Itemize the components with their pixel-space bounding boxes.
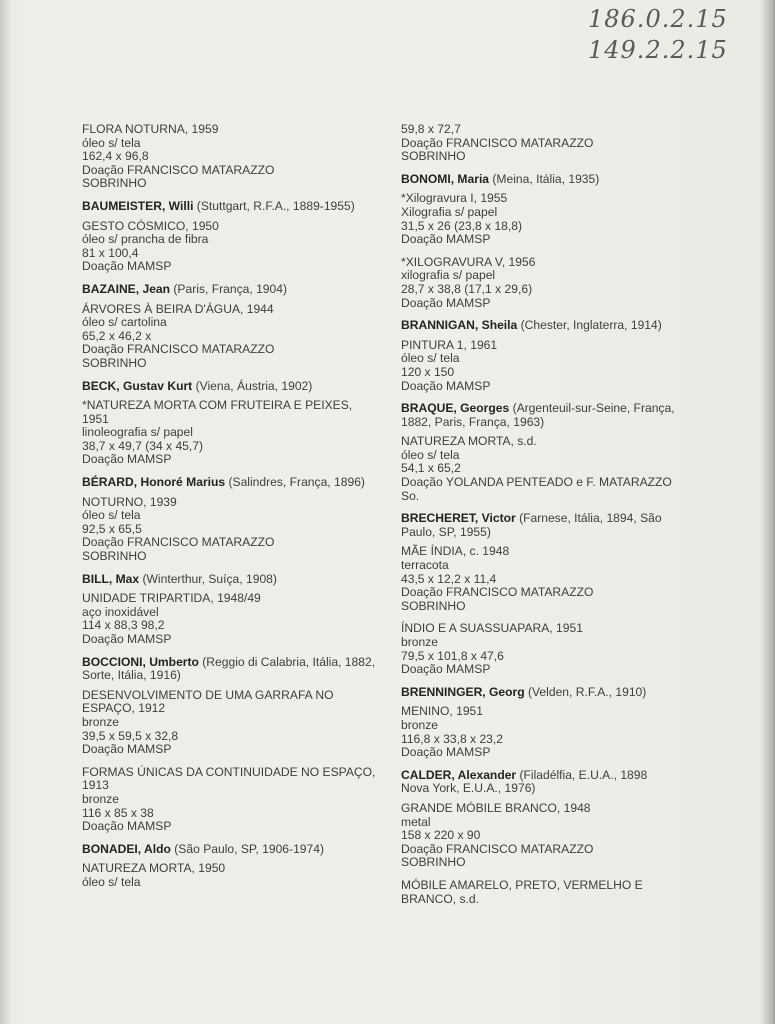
- artwork-title: MÃE ÍNDIA, c. 1948: [401, 544, 510, 559]
- artist-name: BRENNINGER, Georg: [401, 684, 525, 699]
- artist-birth-info: (Farnese, Itália, 1894, São Paulo, SP, 1955): [401, 511, 662, 539]
- artwork-entry: [82, 399, 382, 467]
- artwork-detail: SOBRINHO: [401, 855, 466, 870]
- artwork-title: ÍNDIO E A SUASSUAPARA, 1951: [401, 621, 583, 636]
- artwork-detail: 120 x 150: [401, 364, 455, 379]
- artwork-detail: linoleografia s/ papel: [82, 425, 193, 440]
- artwork-detail: 79,5 x 101,8 x 47,6: [401, 648, 504, 663]
- artist-birth-info: (Argenteuil-sur-Seine, França, 1882, Paris, França, 1963): [401, 401, 675, 429]
- artist-name: BONOMI, Maria: [401, 171, 490, 186]
- artwork-detail: 162,4 x 96,8: [82, 149, 149, 164]
- artist-name: BAUMEISTER, Willi: [82, 198, 194, 213]
- artwork-entry: [82, 592, 382, 646]
- artist-birth-info: (Reggio di Calabria, Itália, 1882, Sorte, Itália, 1916): [82, 654, 376, 683]
- artwork-detail: 65,2 x 46,2 x: [82, 328, 152, 343]
- artwork-detail: 43,5 x 12,2 x 11,4: [401, 571, 497, 586]
- artwork-detail: óleo s/ tela: [82, 874, 141, 889]
- artist-birth-info: (Winterthur, Suíça, 1908): [139, 571, 277, 586]
- artwork-detail: bronze: [401, 717, 438, 732]
- artwork-detail: Doação MAMSP: [82, 632, 172, 646]
- page-right-edge: [761, 0, 775, 1024]
- artwork-detail: Doação MAMSP: [82, 452, 172, 467]
- artwork-title: *XILOGRAVURA V, 1956: [401, 254, 536, 269]
- artist-heading: [401, 512, 676, 539]
- artwork-entry: [401, 123, 676, 164]
- artwork-entry: [82, 862, 382, 889]
- artwork-detail: SOBRINHO: [401, 149, 466, 164]
- artist-heading: [82, 200, 382, 214]
- artwork-detail: 39,5 x 59,5 x 32,8: [82, 728, 179, 743]
- artist-heading: [82, 573, 382, 587]
- artwork-detail: óleo s/ tela: [401, 447, 460, 462]
- artwork-detail: SOBRINHO: [82, 176, 147, 191]
- artwork-detail: 54,1 x 65,2: [401, 461, 461, 476]
- artwork-detail: Doação FRANCISCO MATARAZZO: [401, 135, 594, 150]
- artwork-title: 59,8 x 72,7: [401, 122, 461, 136]
- artwork-detail: óleo s/ prancha de fibra: [82, 232, 209, 247]
- artwork-detail: óleo s/ tela: [82, 135, 141, 150]
- artwork-title: PINTURA 1, 1961: [401, 337, 498, 352]
- page-left-edge: [0, 0, 10, 1024]
- artwork-title: NATUREZA MORTA, s.d.: [401, 434, 537, 449]
- artwork-detail: 116 x 85 x 38: [82, 805, 154, 820]
- artist-name: BOCCIONI, Umberto: [82, 654, 199, 669]
- artwork-detail: Doação MAMSP: [82, 819, 172, 834]
- artwork-title: FLORA NOTURNA, 1959: [82, 122, 219, 136]
- artwork-detail: bronze: [82, 714, 119, 729]
- artwork-detail: Xilografia s/ papel: [401, 204, 498, 219]
- artwork-entry: [82, 303, 382, 371]
- artist-heading: [401, 769, 676, 796]
- artwork-detail: óleo s/ cartolina: [82, 315, 167, 330]
- right-column: [401, 123, 676, 915]
- artwork-detail: Doação FRANCISCO MATARAZZO: [82, 162, 275, 177]
- artist-birth-info: (Velden, R.F.A., 1910): [524, 684, 647, 699]
- artist-name: BECK, Gustav Kurt: [82, 378, 193, 393]
- artist-name: BRANNIGAN, Sheila: [401, 318, 518, 333]
- artwork-entry: [401, 622, 676, 676]
- artist-heading: [401, 319, 676, 333]
- artwork-entry: [82, 496, 382, 564]
- artwork-detail: Doação FRANCISCO MATARAZZO: [401, 841, 594, 856]
- left-column: [82, 123, 382, 899]
- artwork-detail: 31,5 x 26 (23,8 x 18,8): [401, 218, 523, 233]
- artwork-detail: SOBRINHO: [82, 549, 147, 564]
- artist-name: BILL, Max: [82, 571, 140, 586]
- artist-heading: [401, 173, 676, 187]
- handwritten-line: 149.2.2.15: [588, 36, 728, 64]
- artwork-detail: Doação MAMSP: [401, 295, 491, 310]
- artwork-entry: [401, 339, 676, 393]
- artwork-detail: 92,5 x 65,5: [82, 521, 142, 536]
- artwork-detail: 38,7 x 49,7 (34 x 45,7): [82, 438, 204, 453]
- artist-name: BRECHERET, Victor: [401, 511, 516, 526]
- artist-heading: [82, 476, 382, 490]
- artwork-title: UNIDADE TRIPARTIDA, 1948/49: [82, 591, 261, 606]
- artist-heading: [82, 283, 382, 297]
- artist-heading: [401, 402, 676, 429]
- artwork-detail: 158 x 220 x 90: [401, 828, 481, 843]
- artwork-detail: Doação YOLANDA PENTEADO e F. MATARAZZO So.: [401, 475, 672, 503]
- artwork-detail: Doação MAMSP: [401, 232, 491, 247]
- artwork-title: MÓBILE AMARELO, PRETO, VERMELHO E BRANCO, s.d.: [401, 877, 643, 906]
- artist-name: BONADEI, Aldo: [82, 841, 171, 856]
- artwork-detail: Doação MAMSP: [401, 378, 491, 393]
- artwork-detail: 116,8 x 33,8 x 23,2: [401, 731, 503, 746]
- artwork-entry: [401, 435, 676, 503]
- artwork-detail: bronze: [82, 791, 119, 806]
- artwork-detail: Doação FRANCISCO MATARAZZO: [82, 535, 275, 550]
- artwork-detail: SOBRINHO: [82, 355, 147, 370]
- handwritten-annotation: [588, 4, 748, 66]
- artist-birth-info: (Meina, Itália, 1935): [489, 171, 600, 186]
- artwork-entry: [401, 879, 676, 906]
- artist-birth-info: (São Paulo, SP, 1906-1974): [170, 841, 324, 856]
- artwork-detail: Doação MAMSP: [401, 662, 491, 677]
- artwork-title: *NATUREZA MORTA COM FRUTEIRA E PEIXES, 1951: [82, 398, 353, 426]
- artist-heading: [82, 380, 382, 394]
- artwork-entry: [401, 192, 676, 246]
- artwork-detail: óleo s/ tela: [401, 351, 460, 366]
- artwork-title: NOTURNO, 1939: [82, 494, 177, 509]
- handwritten-line: 186.0.2.15: [588, 5, 728, 33]
- artwork-title: NATUREZA MORTA, 1950: [82, 861, 226, 876]
- artwork-entry: [82, 220, 382, 274]
- artwork-entry: [401, 705, 676, 759]
- artwork-detail: metal: [401, 814, 431, 829]
- artist-name: CALDER, Alexander: [401, 767, 517, 782]
- artwork-detail: Doação MAMSP: [401, 745, 491, 760]
- artwork-detail: Doação FRANCISCO MATARAZZO: [401, 585, 594, 600]
- artwork-detail: bronze: [401, 635, 438, 649]
- artist-name: BAZAINE, Jean: [82, 281, 171, 296]
- artwork-entry: [401, 545, 676, 613]
- artwork-entry: [82, 123, 382, 191]
- artwork-detail: Doação FRANCISCO MATARAZZO: [82, 342, 275, 357]
- artist-birth-info: (Stuttgart, R.F.A., 1889-1955): [193, 198, 355, 213]
- artwork-detail: terracota: [401, 558, 449, 573]
- artwork-entry: [401, 802, 676, 870]
- artwork-title: *Xilogravura I, 1955: [401, 191, 508, 206]
- artwork-entry: [82, 689, 382, 757]
- artwork-entry: [401, 256, 676, 310]
- artwork-detail: xilografia s/ papel: [401, 268, 496, 283]
- artwork-title: DESENVOLVIMENTO DE UMA GARRAFA NO ESPAÇO, 1912: [82, 687, 334, 716]
- artwork-detail: SOBRINHO: [401, 598, 466, 613]
- artist-heading: [82, 656, 382, 683]
- artwork-title: GRANDE MÓBILE BRANCO, 1948: [401, 800, 591, 815]
- artwork-detail: 81 x 100,4: [82, 245, 139, 260]
- artwork-detail: Doação MAMSP: [82, 742, 172, 757]
- artwork-detail: 114 x 88,3 98,2: [82, 618, 165, 633]
- artwork-detail: óleo s/ tela: [82, 508, 141, 523]
- artwork-detail: aço inoxidável: [82, 604, 159, 619]
- artist-birth-info: (Salindres, França, 1896): [225, 475, 365, 490]
- artist-birth-info: (Filadélfia, E.U.A., 1898 Nova York, E.U.A., 1976): [401, 767, 648, 796]
- artwork-title: ÁRVORES À BEIRA D'ÁGUA, 1944: [82, 301, 274, 316]
- artwork-entry: [82, 766, 382, 834]
- artist-birth-info: (Viena, Áustria, 1902): [192, 378, 313, 393]
- artwork-title: MENINO, 1951: [401, 704, 483, 719]
- artwork-detail: 28,7 x 38,8 (17,1 x 29,6): [401, 281, 533, 296]
- artist-name: BRAQUE, Georges: [401, 401, 510, 416]
- artwork-detail: Doação MAMSP: [82, 259, 172, 274]
- artist-name: BÉRARD, Honoré Marius: [82, 475, 226, 490]
- artist-heading: [82, 843, 382, 857]
- artist-birth-info: (Chester, Inglaterra, 1914): [517, 318, 662, 333]
- artwork-title: FORMAS ÚNICAS DA CONTINUIDADE NO ESPAÇO, 1913: [82, 764, 376, 793]
- artist-heading: [401, 686, 676, 700]
- artist-birth-info: (Paris, França, 1904): [170, 281, 287, 296]
- artwork-title: GESTO CÓSMICO, 1950: [82, 218, 219, 233]
